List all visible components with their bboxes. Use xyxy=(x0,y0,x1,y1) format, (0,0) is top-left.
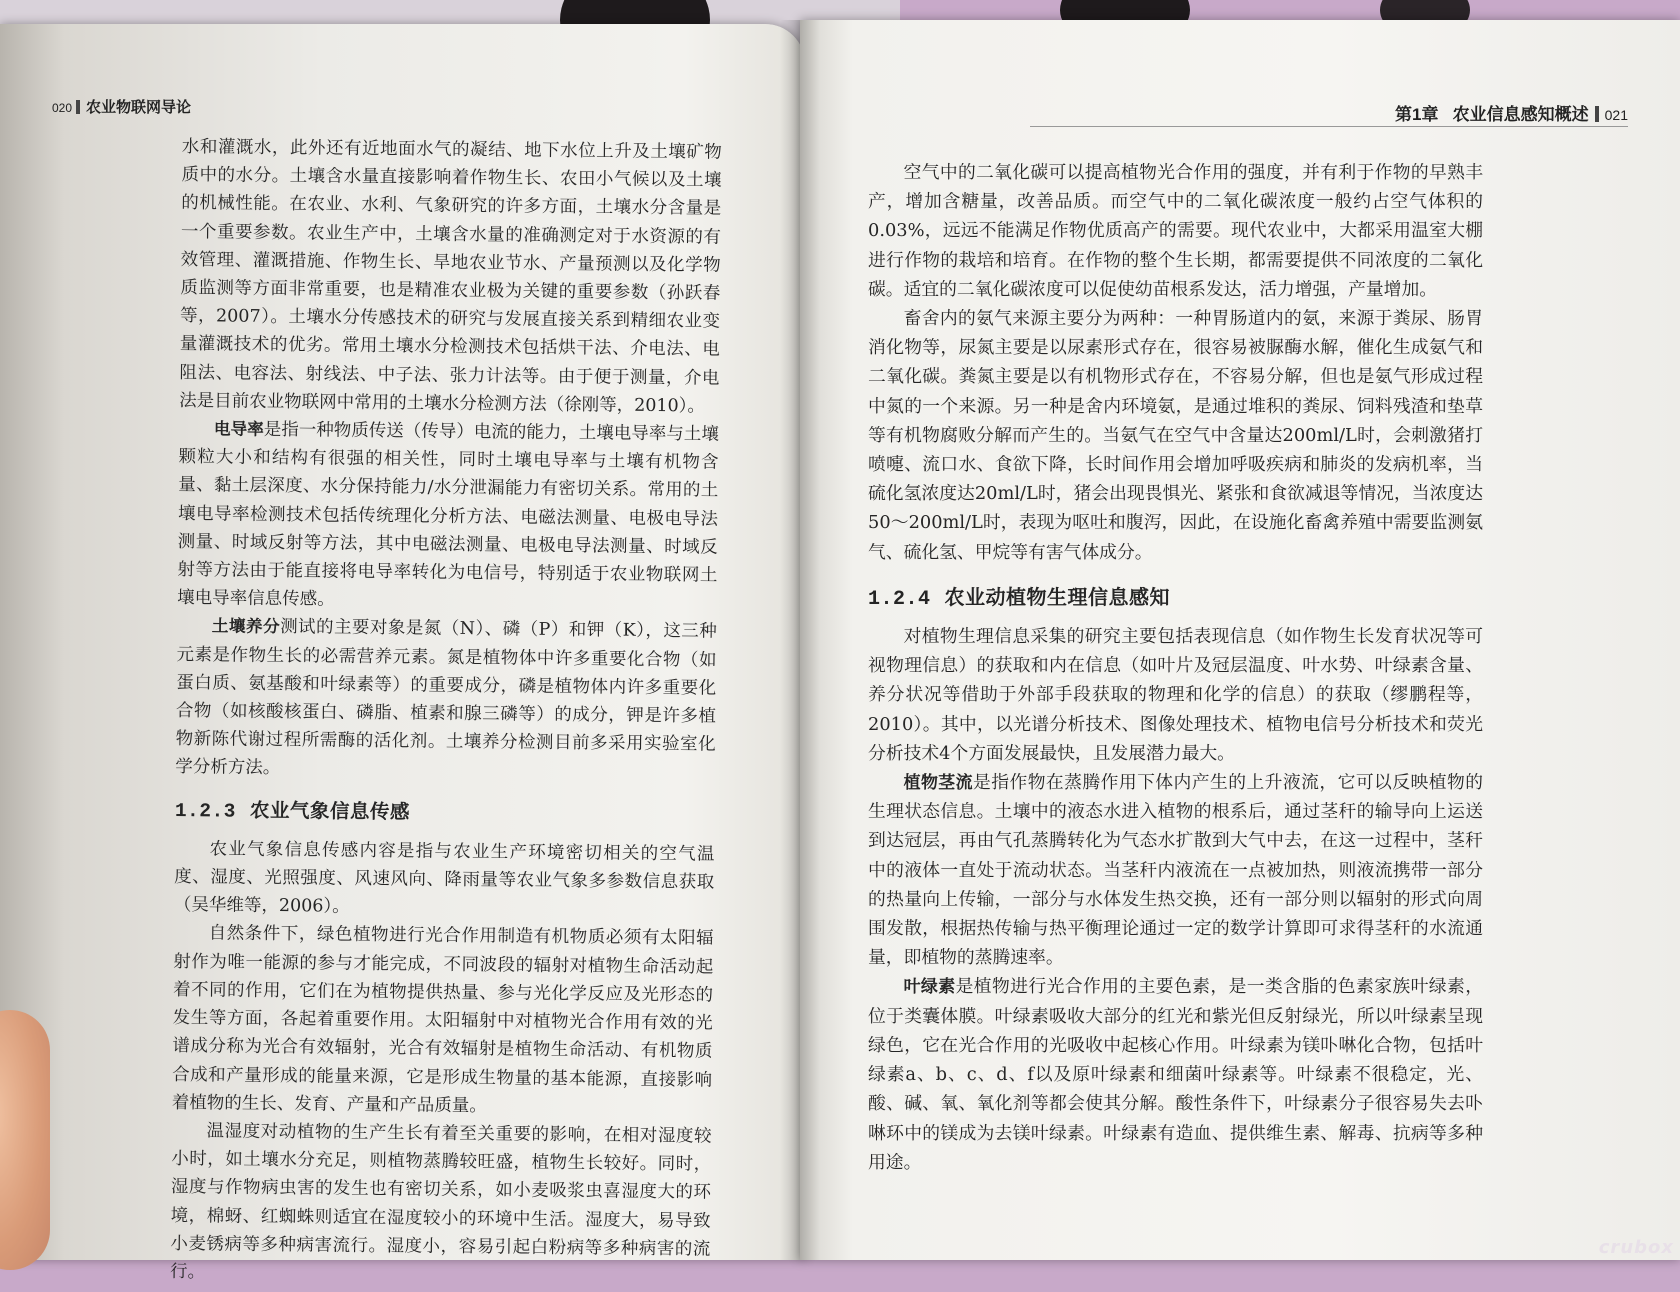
header-rule xyxy=(1030,126,1628,127)
paragraph: 对植物生理信息采集的研究主要包括表现信息（如作物生长发育状况等可视物理信息）的获取和内在信息（如叶片及冠层温度、叶水势、叶绿素含量、养分状况等借助于外部手段获取的物理和化学的信息）的获取（缪鹏程等，2010）。其中，以光谱分析技术、图像处理技术、植物电信号分析技术和荧光分析技术4个方面发展最快，且发展潜力最大。 xyxy=(868,626,1483,764)
paragraph-text: 测试的主要对象是氮（N）、磷（P）和钾（K），这三种元素是作物生长的必需营养元素。氮是植物体中许多重要化合物（如蛋白质、氨基酸和叶绿素等）的重要成分，磷是植物体内许多重要化合物（如核酸核蛋白、磷脂、植素和腺三磷等）的成分，钾是许多植物新陈代谢过程所需酶的活化剂。土壤养分检测目前多采用实验室化学分析方法。 xyxy=(175,617,717,779)
header-divider xyxy=(76,100,80,114)
paragraph xyxy=(175,612,717,787)
paragraph: 温湿度对动植物的生产生长有着至关重要的影响，在相对湿度较小时，如土壤水分充足，则植物蒸腾较旺盛，植物生长较好。同时，湿度与作物病虫害的发生也有密切关系，如小麦吸浆虫喜湿度大的环境，棉蚜、红蜘蛛则适宜在湿度较小的环境中生活。湿度大，易导致小麦锈病等多种病害流行。湿度小，容易引起白粉病等多种病害的流行。 xyxy=(169,1121,712,1283)
paragraph: 水和灌溉水，此外还有近地面水气的凝结、地下水位上升及土壤矿物质中的水分。土壤含水量直接影响着作物生长、农田小气候以及土壤的机械性能。在农业、水利、气象研究的许多方面，土壤水分含量是一个重要参数。农业生产中，土壤含水量的准确测定对于水资源的有效管理、灌溉措施、作物生长、旱地农业节水、产量预测以及化学物质监测等方面非常重要，也是精准农业极为关键的重要参数（孙跃春等，2007）。土壤水分传感技术的研究与发展直接关系到精细农业变量灌溉技术的优劣。常用土壤水分检测技术包括烘干法、介电法、电阻法、电容法、射线法、中子法、张力计法等。由于便于测量，介电法是目前农业物联网中常用的土壤水分检测方法（徐刚等，2010）。 xyxy=(179,136,722,417)
paragraph-text: 是指一种物质传送（传导）电流的能力，土壤电导率与土壤颗粒大小和结构有很强的相关性，同时土壤电导率与土壤有机物含量、黏土层深度、水分保持能力/水分泄漏能力有密切关系。常用的土壤电导率检测技术包括传统理化分析方法、电磁法测量、电极电导法测量、时域反射等方法，其中电磁法测量、电极电导法测量、时域反射等方法由于能直接将电导率转化为电信号，特别适于农业物联网土壤电导率信息传感。 xyxy=(177,419,719,610)
paragraph: 农业气象信息传感内容是指与农业生产环境密切相关的空气温度、湿度、光照强度、风速风向、降雨量等农业气象多参数信息获取（吴华维等，2006）。 xyxy=(173,839,715,918)
page-number: 021 xyxy=(1604,107,1628,123)
term: 电导率 xyxy=(213,419,264,439)
paragraph-text: 是植物进行光合作用的主要色素，是一类含脂的色素家族叶绿素，位于类囊体膜。叶绿素吸收大部分的红光和紫光但反射绿光，所以叶绿素呈现绿色，它在光合作用的光吸收中起核心作用。叶绿素为镁卟啉化合物，包括叶绿素a、b、c、d、f以及原叶绿素和细菌叶绿素等。叶绿素不很稳定，光、酸、碱、氧、氧化剂等都会使其分解。酸性条件下，叶绿素分子很容易失去卟啉环中的镁成为去镁叶绿素。叶绿素有造血、提供维生素、解毒、抗病等多种用途。 xyxy=(868,976,1483,1173)
paragraph: 畜舍内的氨气来源主要分为两种：一种胃肠道内的氨，来源于粪尿、肠胃消化物等，尿氮主要是以尿素形式存在，很容易被脲酶水解，催化生成氨气和二氧化碳。粪氮主要是以有机物形式存在，不容易分解，但也是氨气形成过程中氮的一个来源。另一种是舍内环境氨，是通过堆积的粪尿、饲料残渣和垫草等有机物腐败分解而产生的。当氨气在空气中含量达200ml/L时，会刺激猪打喷嚏、流口水、食欲下降，长时间作用会增加呼吸疾病和肺炎的发病机率，当硫化氢浓度达20ml/L时，猪会出现畏惧光、紧张和食欲减退等情况，当浓度达50～200ml/L时，表现为呕吐和腹泻，因此，在设施化畜禽养殖中需要监测氨气、硫化氢、甲烷等有害气体成分。 xyxy=(868,308,1483,563)
watermark: crubox xyxy=(1598,1237,1674,1258)
paragraph xyxy=(868,768,1483,972)
book-gutter xyxy=(780,20,820,1260)
section-title: 农业动植物生理信息感知 xyxy=(944,584,1171,609)
section-number: 1.2.4 xyxy=(868,587,931,611)
chapter-title: 农业信息感知概述 xyxy=(1452,105,1589,124)
paragraph: 自然条件下，绿色植物进行光合作用制造有机物质必须有太阳辐射作为唯一能源的参与才能完成，不同波段的辐射对植物生命活动起着不同的作用，它们在为植物提供热量、参与光化学反应及光形态的发生等方面，各起着重要作用。太阳辐射中对植物光合作用有效的光谱成分称为光合有效辐射，光合有效辐射是植物生命活动、有机物质合成和产量形成的能量来源，它是形成生物量的基本能源，直接影响着植物的生长、发育、产量和产品质量。 xyxy=(171,923,714,1116)
chapter-label: 第1章 xyxy=(1395,105,1439,124)
section-title: 农业气象信息传感 xyxy=(249,798,411,824)
paragraph xyxy=(868,972,1483,1176)
page-number: 020 xyxy=(52,101,73,115)
thumb xyxy=(0,1010,50,1270)
paragraph: 空气中的二氧化碳可以提高植物光合作用的强度，并有利于作物的早熟丰产，增加含糖量，改善品质。而空气中的二氧化碳浓度一般约占空气体积的0.03%，远远不能满足作物优质高产的需要。现代农业中，大都采用温室大棚进行作物的栽培和培育。在作物的整个生长期，都需要提供不同浓度的二氧化碳。适宜的二氧化碳浓度可以促使幼苗根系发达，活力增强，产量增加。 xyxy=(868,162,1483,300)
section-number: 1.2.3 xyxy=(174,799,237,823)
paragraph-text: 是指作物在蒸腾作用下体内产生的上升液流，它可以反映植物的生理状态信息。土壤中的液态水进入植物的根系后，通过茎秆的输导向上运送到达冠层，再由气孔蒸腾转化为气态水扩散到大气中去，在这一过程中，茎秆中的液体一直处于流动状态。当茎秆内液流在一点被加热，则液流携带一部分的热量向上传输，一部分与水体发生热交换，还有一部分则以辐射的形式向周围发散，根据热传输与热平衡理论通过一定的数学计算即可求得茎秆的水流通量，即植物的蒸腾速率。 xyxy=(868,772,1483,969)
book-title: 农业物联网导论 xyxy=(86,99,192,116)
header-divider xyxy=(1595,106,1599,122)
left-page-header xyxy=(52,96,191,117)
term: 土壤养分 xyxy=(211,616,281,637)
term: 叶绿素 xyxy=(903,976,956,997)
section-heading xyxy=(175,796,715,831)
right-page-body xyxy=(868,158,1483,1177)
left-page-body xyxy=(170,133,722,1292)
right-page-header xyxy=(1395,100,1628,125)
paragraph xyxy=(177,415,719,618)
term: 植物茎流 xyxy=(903,772,974,793)
section-heading xyxy=(868,583,1483,614)
